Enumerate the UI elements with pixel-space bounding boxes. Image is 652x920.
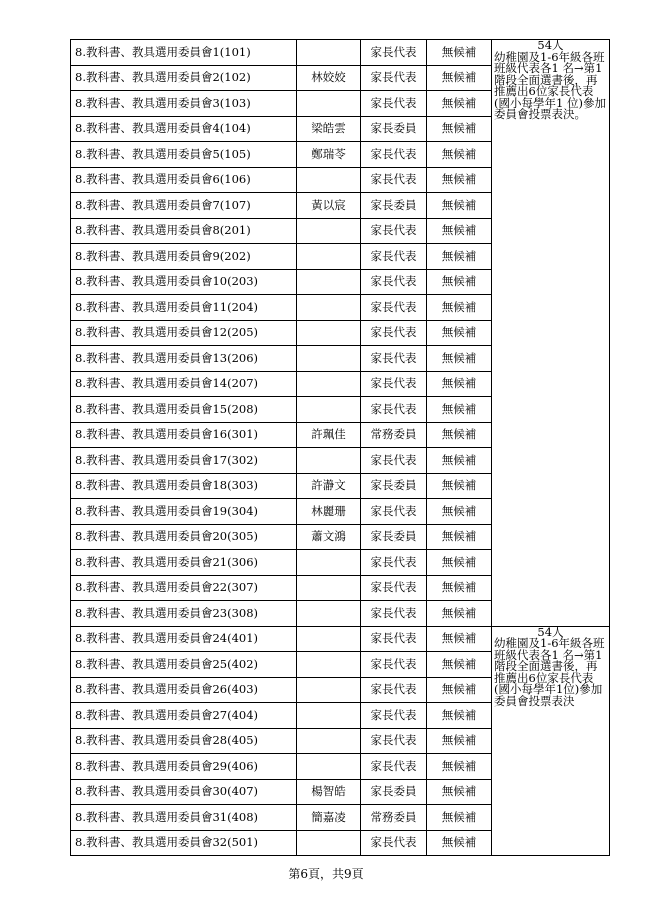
alternate-status-cell: 無候補	[427, 91, 492, 117]
alternate-status-cell: 無候補	[427, 116, 492, 142]
role-cell: 家長代表	[361, 40, 427, 66]
page-number: 第6頁，共9頁	[288, 867, 364, 881]
alternate-status-cell: 無候補	[427, 142, 492, 168]
member-name-cell: 鄭瑞苓	[297, 142, 361, 168]
committee-name-cell: 8.教科書、教具選用委員會16(301)	[71, 422, 297, 448]
member-name-cell: 簡嘉凌	[297, 805, 361, 831]
committee-name-cell: 8.教科書、教具選用委員會29(406)	[71, 754, 297, 780]
member-name-cell	[297, 448, 361, 474]
alternate-status-cell: 無候補	[427, 805, 492, 831]
committee-name-cell: 8.教科書、教具選用委員會3(103)	[71, 91, 297, 117]
alternate-status-cell: 無候補	[427, 830, 492, 856]
committee-name-cell: 8.教科書、教具選用委員會21(306)	[71, 550, 297, 576]
role-cell: 家長代表	[361, 754, 427, 780]
role-cell: 家長代表	[361, 830, 427, 856]
alternate-status-cell: 無候補	[427, 499, 492, 525]
committee-name-cell: 8.教科書、教具選用委員會23(308)	[71, 601, 297, 627]
alternate-status-cell: 無候補	[427, 677, 492, 703]
committee-name-cell: 8.教科書、教具選用委員會6(106)	[71, 167, 297, 193]
committee-name-cell: 8.教科書、教具選用委員會25(402)	[71, 652, 297, 678]
role-cell: 家長代表	[361, 626, 427, 652]
role-cell: 家長代表	[361, 677, 427, 703]
committee-name-cell: 8.教科書、教具選用委員會10(203)	[71, 269, 297, 295]
committee-name-cell: 8.教科書、教具選用委員會11(204)	[71, 295, 297, 321]
member-name-cell	[297, 244, 361, 270]
remarks-text: 幼稚園及1-6年級各班班級代表各1 名→第1 階段全面選書後，再推薦出6位家長代表(國小每學年1 位)參加委員會投票表決。	[494, 49, 607, 121]
alternate-status-cell: 無候補	[427, 754, 492, 780]
remarks-text: 幼稚園及1-6年級各班班級代表各1 名→第1階段全面選書後，再推薦出6位家長代表(國小每學年1位)參加委員會投票表決	[494, 636, 605, 708]
member-name-cell	[297, 652, 361, 678]
committee-name-cell: 8.教科書、教具選用委員會2(102)	[71, 65, 297, 91]
member-name-cell: 楊智皓	[297, 779, 361, 805]
member-name-cell	[297, 269, 361, 295]
member-name-cell: 林姣姣	[297, 65, 361, 91]
alternate-status-cell: 無候補	[427, 320, 492, 346]
member-name-cell	[297, 550, 361, 576]
role-cell: 家長代表	[361, 91, 427, 117]
committee-name-cell: 8.教科書、教具選用委員會18(303)	[71, 473, 297, 499]
alternate-status-cell: 無候補	[427, 40, 492, 66]
alternate-status-cell: 無候補	[427, 167, 492, 193]
role-cell: 家長代表	[361, 397, 427, 423]
alternate-status-cell: 無候補	[427, 193, 492, 219]
committee-name-cell: 8.教科書、教具選用委員會14(207)	[71, 371, 297, 397]
alternate-status-cell: 無候補	[427, 652, 492, 678]
role-cell: 家長委員	[361, 116, 427, 142]
committee-name-cell: 8.教科書、教具選用委員會7(107)	[71, 193, 297, 219]
role-cell: 家長代表	[361, 269, 427, 295]
member-name-cell	[297, 575, 361, 601]
committee-name-cell: 8.教科書、教具選用委員會30(407)	[71, 779, 297, 805]
alternate-status-cell: 無候補	[427, 779, 492, 805]
committee-name-cell: 8.教科書、教具選用委員會12(205)	[71, 320, 297, 346]
role-cell: 家長代表	[361, 244, 427, 270]
alternate-status-cell: 無候補	[427, 346, 492, 372]
committee-table	[70, 39, 610, 856]
role-cell: 家長代表	[361, 575, 427, 601]
role-cell: 家長代表	[361, 550, 427, 576]
role-cell: 家長代表	[361, 652, 427, 678]
member-name-cell	[297, 830, 361, 856]
committee-name-cell: 8.教科書、教具選用委員會24(401)	[71, 626, 297, 652]
alternate-status-cell: 無候補	[427, 550, 492, 576]
member-name-cell: 黃以宸	[297, 193, 361, 219]
committee-name-cell: 8.教科書、教具選用委員會5(105)	[71, 142, 297, 168]
member-name-cell	[297, 601, 361, 627]
member-name-cell	[297, 91, 361, 117]
committee-name-cell: 8.教科書、教具選用委員會26(403)	[71, 677, 297, 703]
member-name-cell	[297, 40, 361, 66]
alternate-status-cell: 無候補	[427, 269, 492, 295]
committee-name-cell: 8.教科書、教具選用委員會13(206)	[71, 346, 297, 372]
alternate-status-cell: 無候補	[427, 728, 492, 754]
role-cell: 家長委員	[361, 524, 427, 550]
alternate-status-cell: 無候補	[427, 448, 492, 474]
alternate-status-cell: 無候補	[427, 601, 492, 627]
committee-name-cell: 8.教科書、教具選用委員會27(404)	[71, 703, 297, 729]
role-cell: 家長代表	[361, 295, 427, 321]
committee-name-cell: 8.教科書、教具選用委員會19(304)	[71, 499, 297, 525]
committee-name-cell: 8.教科書、教具選用委員會20(305)	[71, 524, 297, 550]
member-name-cell: 梁皓雲	[297, 116, 361, 142]
member-name-cell	[297, 703, 361, 729]
role-cell: 家長代表	[361, 320, 427, 346]
role-cell: 家長代表	[361, 65, 427, 91]
member-name-cell: 許珮佳	[297, 422, 361, 448]
member-name-cell	[297, 320, 361, 346]
role-cell: 家長代表	[361, 142, 427, 168]
committee-name-cell: 8.教科書、教具選用委員會15(208)	[71, 397, 297, 423]
member-name-cell	[297, 295, 361, 321]
committee-name-cell: 8.教科書、教具選用委員會8(201)	[71, 218, 297, 244]
role-cell: 家長代表	[361, 499, 427, 525]
committee-name-cell: 8.教科書、教具選用委員會4(104)	[71, 116, 297, 142]
committee-name-cell: 8.教科書、教具選用委員會17(302)	[71, 448, 297, 474]
alternate-status-cell: 無候補	[427, 295, 492, 321]
alternate-status-cell: 無候補	[427, 244, 492, 270]
alternate-status-cell: 無候補	[427, 473, 492, 499]
table-row	[71, 40, 610, 66]
member-name-cell	[297, 754, 361, 780]
alternate-status-cell: 無候補	[427, 575, 492, 601]
member-name-cell	[297, 346, 361, 372]
committee-name-cell: 8.教科書、教具選用委員會28(405)	[71, 728, 297, 754]
role-cell: 家長代表	[361, 448, 427, 474]
member-name-cell: 蕭文鴻	[297, 524, 361, 550]
role-cell: 家長委員	[361, 193, 427, 219]
role-cell: 家長代表	[361, 346, 427, 372]
committee-name-cell: 8.教科書、教具選用委員會32(501)	[71, 830, 297, 856]
alternate-status-cell: 無候補	[427, 397, 492, 423]
member-name-cell	[297, 626, 361, 652]
alternate-status-cell: 無候補	[427, 218, 492, 244]
role-cell: 家長代表	[361, 218, 427, 244]
member-name-cell: 林麗珊	[297, 499, 361, 525]
remarks-cell	[492, 626, 610, 856]
member-name-cell	[297, 218, 361, 244]
member-name-cell	[297, 167, 361, 193]
alternate-status-cell: 無候補	[427, 422, 492, 448]
role-cell: 家長代表	[361, 728, 427, 754]
role-cell: 家長委員	[361, 473, 427, 499]
committee-name-cell: 8.教科書、教具選用委員會31(408)	[71, 805, 297, 831]
member-name-cell	[297, 397, 361, 423]
alternate-status-cell: 無候補	[427, 626, 492, 652]
committee-name-cell: 8.教科書、教具選用委員會22(307)	[71, 575, 297, 601]
role-cell: 常務委員	[361, 422, 427, 448]
role-cell: 家長委員	[361, 779, 427, 805]
remarks-cell	[492, 40, 610, 627]
remarks-count: 54人	[537, 38, 564, 52]
alternate-status-cell: 無候補	[427, 703, 492, 729]
remarks-count: 54人	[537, 624, 564, 639]
member-name-cell	[297, 371, 361, 397]
table-row	[71, 626, 610, 652]
alternate-status-cell: 無候補	[427, 65, 492, 91]
role-cell: 家長代表	[361, 371, 427, 397]
member-name-cell: 許瀞文	[297, 473, 361, 499]
role-cell: 家長代表	[361, 601, 427, 627]
alternate-status-cell: 無候補	[427, 524, 492, 550]
role-cell: 家長代表	[361, 703, 427, 729]
table-body	[71, 40, 610, 856]
committee-name-cell: 8.教科書、教具選用委員會9(202)	[71, 244, 297, 270]
member-name-cell	[297, 728, 361, 754]
role-cell: 常務委員	[361, 805, 427, 831]
member-name-cell	[297, 677, 361, 703]
committee-name-cell: 8.教科書、教具選用委員會1(101)	[71, 40, 297, 66]
role-cell: 家長代表	[361, 167, 427, 193]
alternate-status-cell: 無候補	[427, 371, 492, 397]
